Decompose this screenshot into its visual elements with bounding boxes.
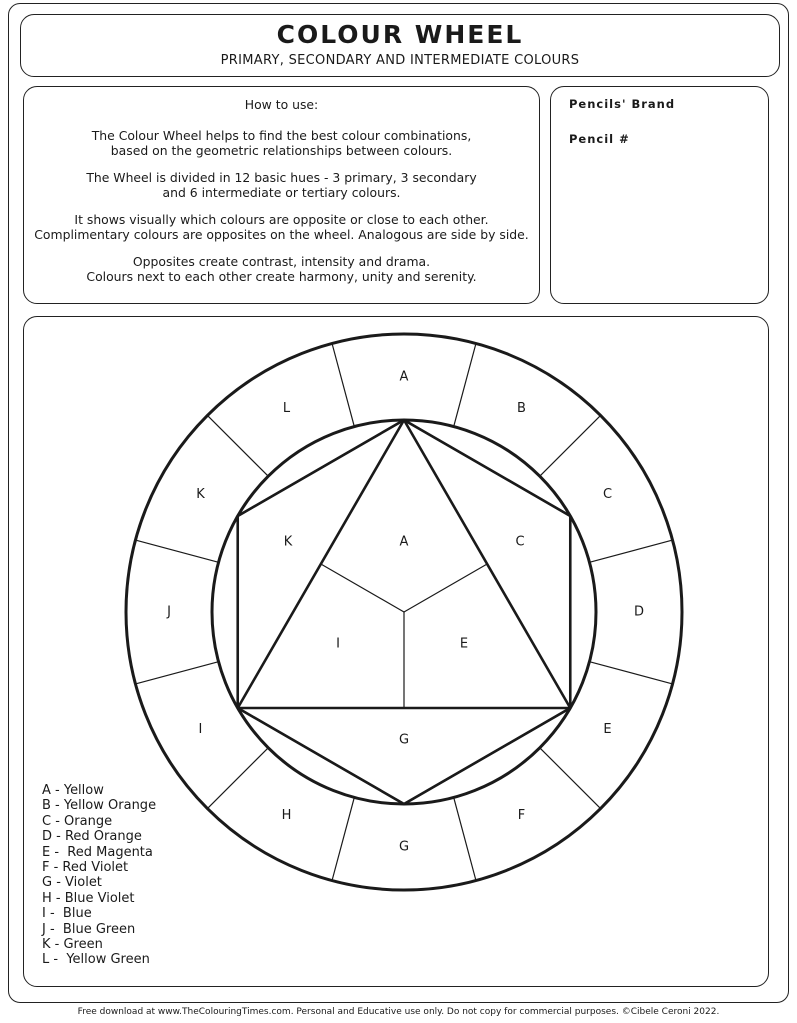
wheel-inner-label: E [459, 636, 469, 652]
how-to-heading: How to use: [244, 97, 319, 112]
segment-divider [135, 662, 218, 684]
how-to-line: It shows visually which colours are opposite or close to each other. [74, 212, 489, 227]
segment-divider [454, 343, 476, 426]
wheel-inner-label: K [283, 534, 293, 550]
legend-item: H - Blue Violet [42, 890, 135, 906]
how-to-line: Colours next to each other create harmony, unity and serenity. [86, 269, 477, 284]
wheel-segment-label: A [399, 369, 409, 385]
how-to-line: Complimentary colours are opposites on the wheel. Analogous are side by side. [34, 227, 529, 242]
wheel-inner-label: C [515, 534, 525, 550]
legend-item: C - Orange [42, 813, 113, 829]
wheel-segment-label: G [398, 839, 410, 855]
segment-divider [135, 540, 218, 562]
legend-item: I - Blue [42, 906, 92, 922]
wheel-segment-label: E [603, 722, 612, 737]
wheel-segment-label: J [167, 604, 171, 620]
lower-triangle [238, 708, 571, 804]
legend-item: K - Green [42, 937, 103, 953]
wheel-inner-label: I [336, 636, 340, 652]
segment-divider [207, 415, 268, 476]
wheel-segment-label: C [602, 487, 613, 502]
wheel-segment-label: K [196, 487, 205, 502]
inner-divider [404, 564, 487, 612]
segment-divider [454, 797, 476, 880]
legend-item: A - Yellow [42, 783, 104, 798]
pencil-number-label: Pencil # [569, 132, 630, 146]
segment-divider [207, 748, 268, 809]
legend-item: L - Yellow Green [42, 952, 150, 968]
colour-legend [42, 783, 156, 968]
how-to-line: The Colour Wheel helps to find the best colour combinations, [91, 128, 472, 143]
page-subtitle: PRIMARY, SECONDARY AND INTERMEDIATE COLOURS [220, 53, 580, 68]
segment-divider [589, 662, 672, 684]
page-title: COLOUR WHEEL [276, 20, 524, 49]
segment-divider [540, 748, 601, 809]
pencils-brand-label: Pencils' Brand [569, 97, 676, 111]
wheel-segment-label: L [282, 400, 291, 416]
how-to-line: and 6 intermediate or tertiary colours. [162, 185, 401, 200]
segment-divider [332, 797, 354, 880]
wheel-inner-label: G [398, 732, 410, 748]
wheel-segment-label: B [517, 400, 526, 416]
wheel-segment-label: I [198, 722, 203, 737]
wheel-segment-label: H [281, 808, 292, 824]
legend-item: B - Yellow Orange [42, 798, 157, 814]
legend-item: G - Violet [42, 875, 102, 891]
how-to-line: Opposites create contrast, intensity and drama. [132, 254, 431, 269]
segment-divider [589, 540, 672, 562]
legend-item: F - Red Violet [42, 860, 129, 876]
footer-notice: Free download at www.TheColouringTimes.com. Personal and Educative use only. Do not copy for commercial purposes. ©Cibele Ceroni 2022. [77, 1007, 720, 1017]
legend-item: J - Blue Green [42, 921, 136, 937]
legend-item: E - Red Magenta [42, 844, 153, 860]
wheel-segment-label: F [517, 808, 526, 824]
wheel-segment-label: D [633, 604, 645, 620]
legend-item: D - Red Orange [42, 829, 142, 845]
wheel-inner-label: A [399, 534, 409, 550]
how-to-line: based on the geometric relationships between colours. [110, 143, 453, 158]
inner-divider [321, 564, 404, 612]
connector-line [238, 420, 404, 516]
how-to-line: The Wheel is divided in 12 basic hues - 3 primary, 3 secondary [86, 170, 477, 185]
connector-line [404, 420, 570, 516]
segment-divider [332, 343, 354, 426]
segment-divider [540, 415, 601, 476]
